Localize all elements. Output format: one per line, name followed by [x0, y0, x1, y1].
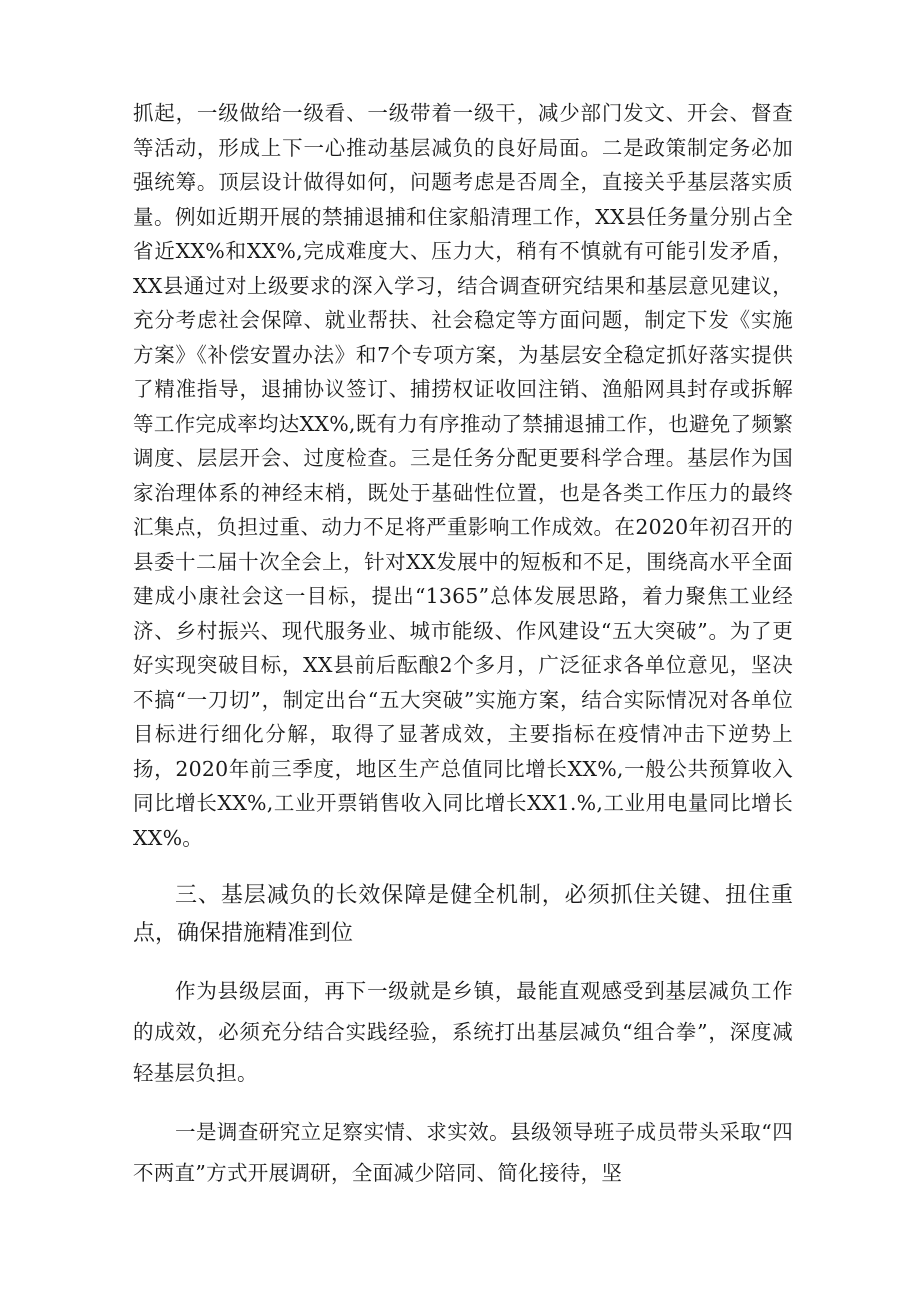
body-paragraph: 一是调查研究立足察实情、求实效。县级领导班子成员带头采取“四不两直”方式开展调研，全面减少陪同、简化接待，坚 [133, 1120, 793, 1185]
document-page [133, 96, 793, 1194]
continued-paragraph: 抓起，一级做给一级看、一级带着一级干，减少部门发文、开会、督查等活动，形成上下一心推动基层减负的良好局面。二是政策制定务必加强统筹。顶层设计做得如何，问题考虑是否周全，直接关乎基层落实质量。例如近期开展的禁捕退捕和住家船清理工作，XX县任务量分别占全省近XX%和XX%,完成难度大、压力大，稍有不慎就有可能引发矛盾，XX县通过对上级要求的深入学习，结合调查研究结果和基层意见建议，充分考虑社会保障、就业帮扶、社会稳定等方面问题，制定下发《实施方案》《补偿安置办法》和7个专项方案，为基层安全稳定抓好落实提供了精准指导，退捕协议签订、捕捞权证收回注销、渔船网具封存或拆解等工作完成率均达XX%,既有力有序推动了禁捕退捕工作，也避免了频繁调度、层层开会、过度检查。三是任务分配更要科学合理。基层作为国家治理体系的神经末梢，既处于基础性位置，也是各类工作压力的最终汇集点，负担过重、动力不足将严重影响工作成效。在2020年初召开的县委十二届十次全会上，针对XX发展中的短板和不足，围绕高水平全面建成小康社会这一目标，提出“1365”总体发展思路，着力聚焦工业经济、乡村振兴、现代服务业、城市能级、作风建设“五大突破”。为了更好实现突破目标，XX县前后酝酿2个多月，广泛征求各单位意见，坚决不搞“一刀切”，制定出台“五大突破”实施方案，结合实际情况对各单位目标进行细化分解，取得了显著成效，主要指标在疫情冲击下逆势上扬，2020年前三季度，地区生产总值同比增长XX%,一般公共预算收入同比增长XX%,工业开票销售收入同比增长XX1.%,工业用电量同比增长XX%。 [133, 101, 793, 850]
body-paragraph: 作为县级层面，再下一级就是乡镇，最能直观感受到基层减负工作的成效，必须充分结合实践经验，系统打出基层减负“组合拳”，深度减轻基层负担。 [133, 979, 793, 1085]
section-heading: 三、基层减负的长效保障是健全机制，必须抓住关键、扭住重点，确保措施精准到位 [133, 883, 793, 946]
